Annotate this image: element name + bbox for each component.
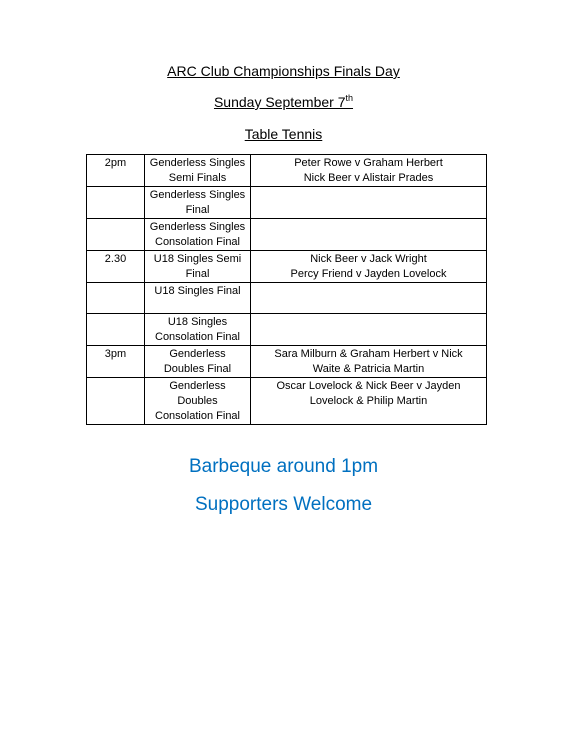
matches-cell [251,314,487,346]
time-cell [87,283,145,314]
matches-cell [251,219,487,251]
event-cell: U18 Singles Semi Final [145,251,251,283]
event-cell: U18 Singles Consolation Final [145,314,251,346]
table-row [87,314,487,346]
event-cell: Genderless Singles Semi Finals [145,155,251,187]
event-date-text: Sunday September 7 [213,94,346,110]
supporters-notice: Supporters Welcome [194,494,373,515]
time-cell: 2pm [87,155,145,187]
time-cell: 3pm [87,346,145,378]
table-row [87,187,487,219]
matches-cell [251,283,487,314]
event-cell: Genderless Doubles Consolation Final [145,378,251,425]
event-cell: Genderless Singles Final [145,187,251,219]
page-title: ARC Club Championships Finals Day [167,63,400,79]
barbeque-notice: Barbeque around 1pm [188,456,379,477]
time-cell [87,314,145,346]
table-row [87,251,487,283]
table-row [87,283,487,314]
sport-heading: Table Tennis [244,126,323,142]
table-row [87,219,487,251]
table-row [87,346,487,378]
event-cell: U18 Singles Final [145,283,251,314]
event-cell: Genderless Singles Consolation Final [145,219,251,251]
matches-cell: Sara Milburn & Graham Herbert v Nick Waite & Patricia Martin [251,346,487,378]
matches-cell: Oscar Lovelock & Nick Beer v Jayden Lovelock & Philip Martin [251,378,487,425]
schedule-table [86,154,487,425]
event-cell: Genderless Doubles Final [145,346,251,378]
matches-cell: Peter Rowe v Graham Herbert Nick Beer v Alistair Prades [251,155,487,187]
matches-cell: Nick Beer v Jack Wright Percy Friend v Jayden Lovelock [251,251,487,283]
time-cell [87,187,145,219]
time-cell: 2.30 [87,251,145,283]
table-row [87,155,487,187]
event-date [0,93,567,111]
event-date-ordinal: th [345,93,354,103]
table-row [87,378,487,425]
time-cell [87,378,145,425]
time-cell [87,219,145,251]
matches-cell [251,187,487,219]
